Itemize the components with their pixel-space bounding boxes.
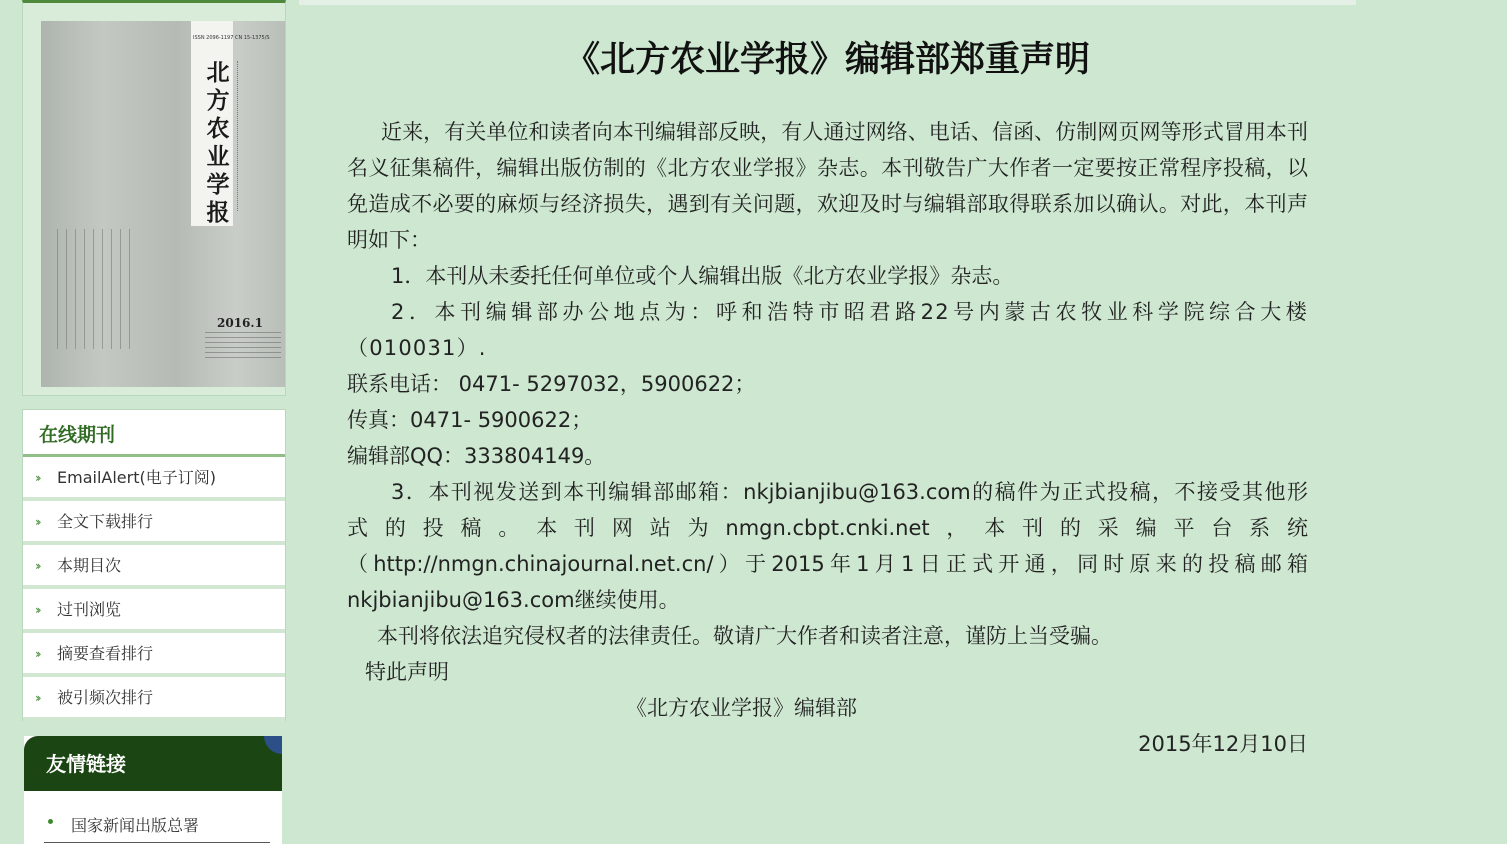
link-item-label: 国家新闻出版总署	[71, 816, 200, 835]
statement-item-3	[347, 474, 1308, 618]
double-chevron-right-icon: ››	[35, 471, 39, 485]
friendly-links-heading-text: 友情链接	[46, 752, 126, 776]
corner-tab-icon	[264, 736, 282, 754]
page-title: 《北方农业学报》编辑部郑重声明	[564, 40, 1090, 80]
content-top-rule	[299, 0, 1356, 5]
double-chevron-right-icon: ››	[35, 559, 39, 573]
menu-item-citation-ranking[interactable]	[23, 677, 285, 721]
menu-item-email-alert[interactable]	[23, 457, 285, 501]
cover-year-issue: 2016.1	[217, 316, 263, 330]
statement-item-3-line-2: 式的投稿。本刊网站为nmgn.cbpt.cnki.net，本刊的采编平台系统	[347, 516, 1308, 540]
menu-item-label: EmailAlert(电子订阅)	[57, 468, 216, 487]
statement-item-1: 1．本刊从未委托任何单位或个人编辑出版《北方农业学报》杂志。	[391, 264, 1014, 288]
bullet-dot-icon	[48, 819, 53, 824]
friendly-links-heading	[24, 736, 282, 791]
declaration-line: 特此声明	[365, 660, 449, 684]
statement-item-3-line-4: nkjbianjibu@163.com继续使用。	[347, 588, 680, 612]
menu-item-label: 摘要查看排行	[57, 644, 154, 663]
contact-qq: 编辑部QQ：333804149。	[347, 444, 606, 468]
double-chevron-right-icon: ››	[35, 691, 39, 705]
cover-publisher-info	[205, 332, 281, 358]
statement-item-2: 2．本刊编辑部办公地点为：呼和浩特市昭君路22号内蒙古农牧业科学院综合大楼（010031）.	[347, 300, 1308, 360]
double-chevron-right-icon: ››	[35, 515, 39, 529]
signature-date: 2015年12月10日	[1138, 732, 1308, 756]
contact-fax: 传真：0471- 5900622；	[347, 408, 593, 432]
contact-phone: 联系电话： 0471- 5297032，5900622；	[347, 372, 756, 396]
journal-cover-image[interactable]	[41, 21, 285, 387]
link-item-press-administration[interactable]	[24, 813, 282, 836]
online-journal-panel	[22, 409, 286, 721]
signature-organization: 《北方农业学报》编辑部	[626, 696, 857, 720]
friendly-links-panel	[24, 736, 282, 844]
menu-item-current-issue[interactable]	[23, 545, 285, 589]
menu-item-label: 被引频次排行	[57, 688, 154, 707]
cover-english-title	[237, 61, 244, 211]
legal-warning: 本刊将依法追究侵权者的法律责任。敬请广大作者和读者注意，谨防上当受骗。	[377, 624, 1112, 648]
journal-cover-panel	[22, 0, 286, 396]
statement-item-3-line-3: （http://nmgn.chinajournal.net.cn/）于2015年1月1日正式开通，同时原来的投稿邮箱	[347, 552, 1308, 576]
intro-paragraph: 近来，有关单位和读者向本刊编辑部反映，有人通过网络、电话、信函、仿制网页网等形式冒用本刊名义征集稿件，编辑出版仿制的《北方农业学报》杂志。本刊敬告广大作者一定要按正常程序投稿，以免造成不必要的麻烦与经济损失，遇到有关问题，欢迎及时与编辑部取得联系加以确认。对此，本刊声明如下：	[347, 120, 1308, 252]
menu-item-abstract-ranking[interactable]	[23, 633, 285, 677]
double-chevron-right-icon: ››	[35, 603, 39, 617]
statement-item-3-line-1: 3．本刊视发送到本刊编辑部邮箱：nkjbianjibu@163.com的稿件为正式投稿，不接受其他形	[391, 480, 1308, 504]
menu-item-label: 全文下载排行	[57, 512, 154, 531]
cover-contents-list	[57, 229, 137, 349]
double-chevron-right-icon: ››	[35, 647, 39, 661]
menu-item-label: 本期目次	[57, 556, 122, 575]
cover-title: 北方农业学报	[206, 59, 230, 226]
menu-item-label: 过刊浏览	[57, 600, 122, 619]
menu-item-download-ranking[interactable]	[23, 501, 285, 545]
cover-issn: ISSN 2096-1197 CN 15-1375/S	[193, 35, 270, 41]
link-divider	[44, 842, 270, 843]
online-journal-heading: 在线期刊	[23, 410, 285, 457]
menu-item-past-issues[interactable]	[23, 589, 285, 633]
